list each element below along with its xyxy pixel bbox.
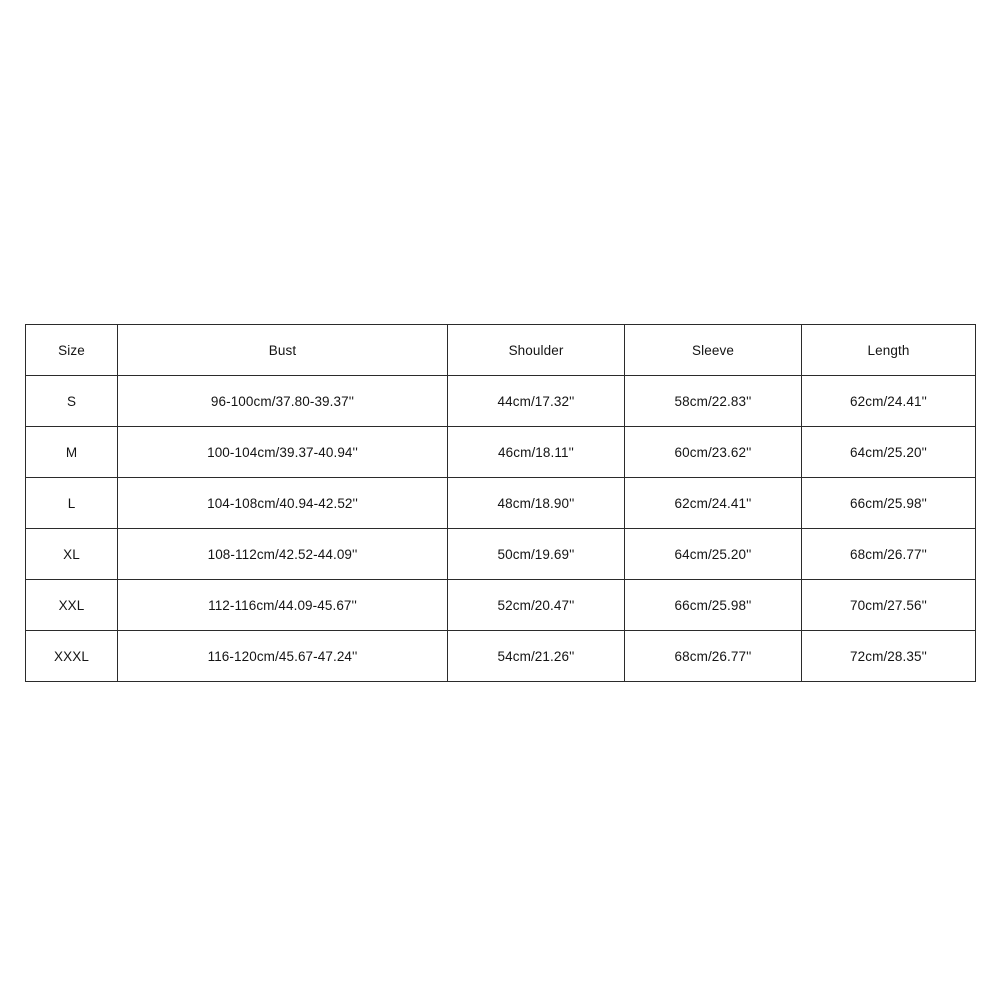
table-row (26, 427, 976, 478)
cell-bust: 104-108cm/40.94-42.52'' (118, 478, 448, 529)
cell-length: 62cm/24.41'' (802, 376, 976, 427)
table-row (26, 580, 976, 631)
cell-bust: 100-104cm/39.37-40.94'' (118, 427, 448, 478)
cell-length: 70cm/27.56'' (802, 580, 976, 631)
cell-length: 66cm/25.98'' (802, 478, 976, 529)
size-chart-table (25, 324, 976, 682)
cell-size: XXXL (26, 631, 118, 682)
table-row (26, 478, 976, 529)
cell-shoulder: 44cm/17.32'' (448, 376, 625, 427)
cell-shoulder: 54cm/21.26'' (448, 631, 625, 682)
cell-size: S (26, 376, 118, 427)
cell-shoulder: 50cm/19.69'' (448, 529, 625, 580)
column-header-sleeve: Sleeve (625, 325, 802, 376)
cell-sleeve: 68cm/26.77'' (625, 631, 802, 682)
table-row (26, 529, 976, 580)
column-header-shoulder: Shoulder (448, 325, 625, 376)
cell-length: 64cm/25.20'' (802, 427, 976, 478)
cell-bust: 96-100cm/37.80-39.37'' (118, 376, 448, 427)
column-header-bust: Bust (118, 325, 448, 376)
cell-shoulder: 48cm/18.90'' (448, 478, 625, 529)
cell-bust: 112-116cm/44.09-45.67'' (118, 580, 448, 631)
cell-sleeve: 66cm/25.98'' (625, 580, 802, 631)
cell-shoulder: 46cm/18.11'' (448, 427, 625, 478)
cell-shoulder: 52cm/20.47'' (448, 580, 625, 631)
cell-length: 72cm/28.35'' (802, 631, 976, 682)
size-chart-container (25, 324, 975, 682)
table-row (26, 376, 976, 427)
cell-sleeve: 62cm/24.41'' (625, 478, 802, 529)
cell-bust: 108-112cm/42.52-44.09'' (118, 529, 448, 580)
cell-size: XL (26, 529, 118, 580)
column-header-size: Size (26, 325, 118, 376)
cell-sleeve: 60cm/23.62'' (625, 427, 802, 478)
cell-size: XXL (26, 580, 118, 631)
cell-bust: 116-120cm/45.67-47.24'' (118, 631, 448, 682)
column-header-length: Length (802, 325, 976, 376)
cell-size: L (26, 478, 118, 529)
table-row (26, 631, 976, 682)
size-chart-body (26, 376, 976, 682)
size-chart-header (26, 325, 976, 376)
cell-sleeve: 64cm/25.20'' (625, 529, 802, 580)
cell-length: 68cm/26.77'' (802, 529, 976, 580)
cell-size: M (26, 427, 118, 478)
table-header-row (26, 325, 976, 376)
cell-sleeve: 58cm/22.83'' (625, 376, 802, 427)
